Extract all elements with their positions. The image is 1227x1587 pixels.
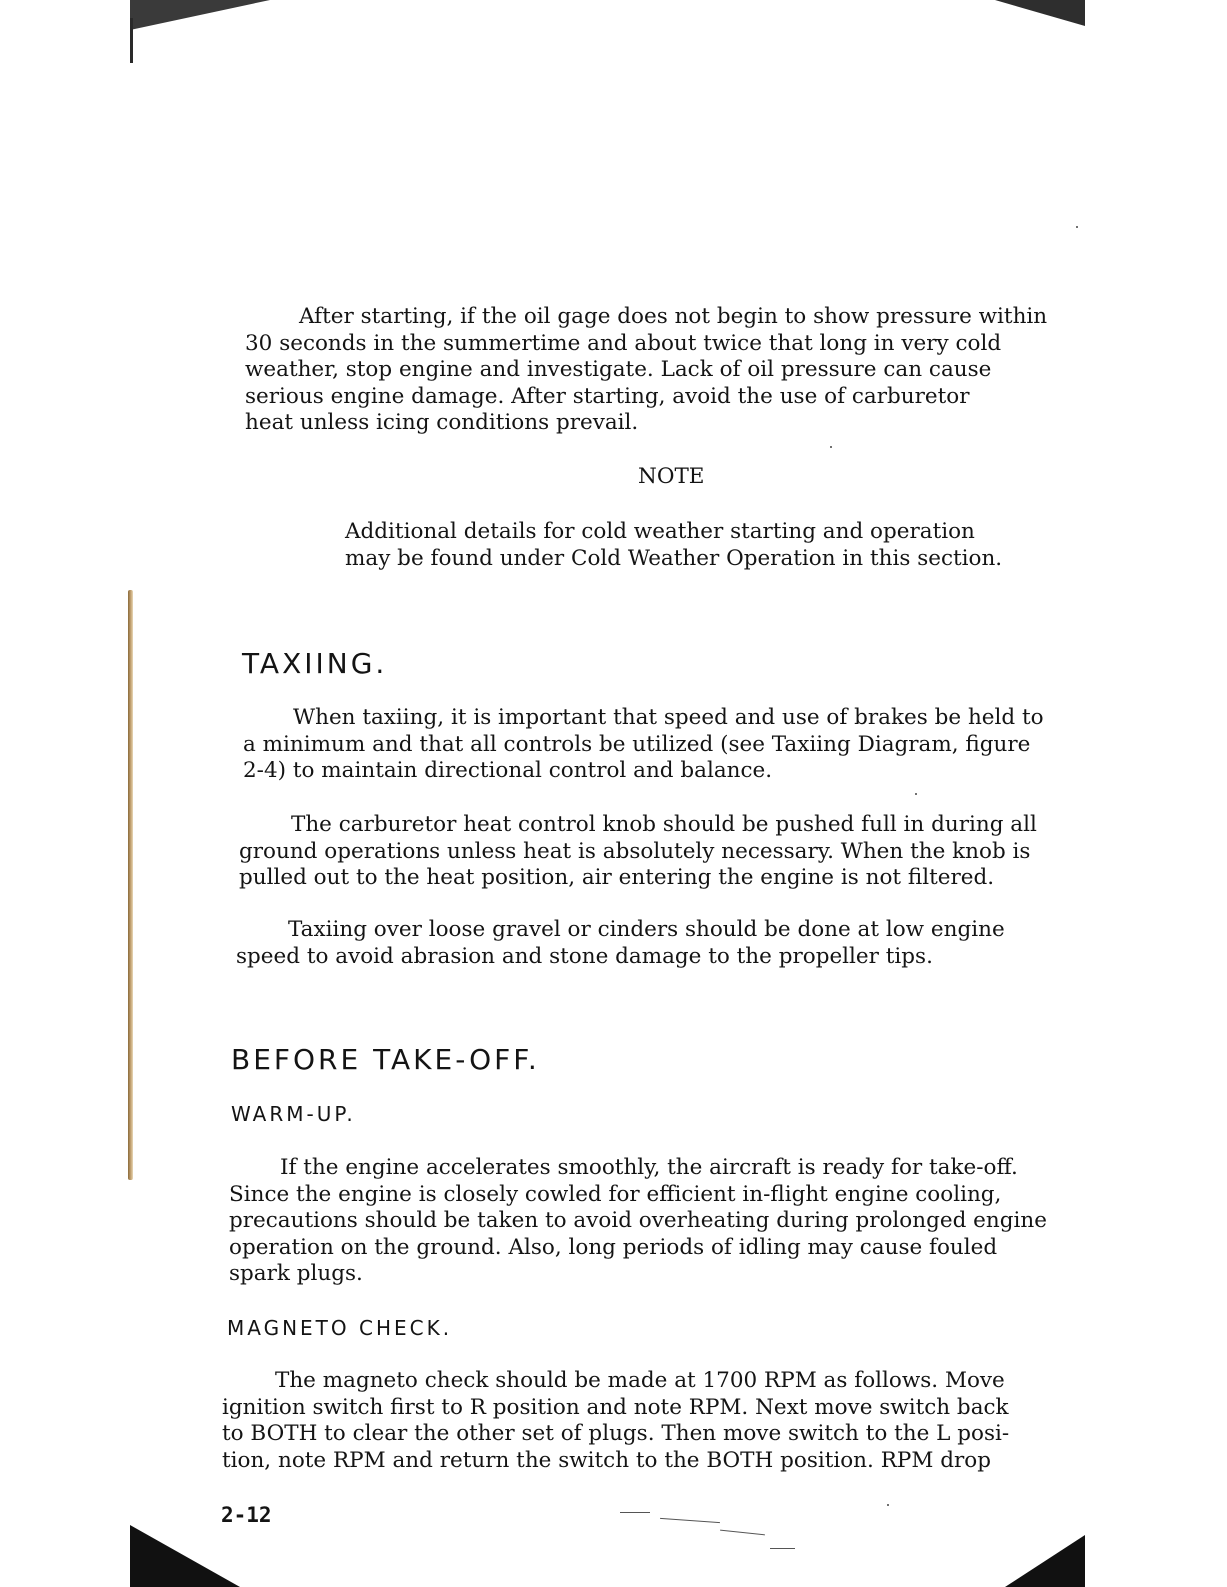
note-label: NOTE <box>638 464 705 489</box>
paragraph-line: pulled out to the heat position, air entering the engine is not filtered. <box>239 865 995 890</box>
paragraph-line: a minimum and that all controls be utilized (see Taxiing Diagram, figure <box>243 731 1031 757</box>
page-corner-top-right <box>995 0 1085 26</box>
warmup-heading: WARM-UP. <box>231 1102 356 1126</box>
oil-pressure-paragraph <box>245 304 1047 437</box>
paragraph-line: After starting, if the oil gage does not begin to show pressure within <box>299 304 1048 329</box>
magneto-paragraph <box>222 1368 1009 1474</box>
page-number: 2-12 <box>221 1503 272 1527</box>
paragraph-line: tion, note RPM and return the switch to the BOTH position. RPM drop <box>222 1447 991 1473</box>
scan-margin-left <box>0 0 130 1587</box>
paragraph-line: 30 seconds in the summertime and about twice that long in very cold <box>245 330 1002 356</box>
paragraph-line: The magneto check should be made at 1700 RPM as follows. Move <box>275 1368 1005 1393</box>
note-text <box>345 519 1002 572</box>
paragraph-line: Since the engine is closely cowled for efficient in-flight engine cooling, <box>229 1181 1002 1207</box>
paragraph-line: precautions should be taken to avoid overheating during prolonged engine <box>229 1208 1047 1233</box>
scan-speck <box>830 446 832 448</box>
before-takeoff-heading: BEFORE TAKE-OFF. <box>231 1043 540 1076</box>
taxiing-heading: TAXIING. <box>242 647 388 680</box>
scan-speck <box>915 793 917 795</box>
paragraph-line: speed to avoid abrasion and stone damage to the propeller tips. <box>236 943 933 969</box>
note-line: may be found under Cold Weather Operation in this section. <box>345 545 1003 571</box>
note-line: Additional details for cold weather starting and operation <box>345 519 975 544</box>
paragraph-line: 2-4) to maintain directional control and balance. <box>243 758 773 783</box>
paragraph-line: Taxiing over loose gravel or cinders should be done at low engine <box>288 917 1005 942</box>
paragraph-line: ground operations unless heat is absolutely necessary. When the knob is <box>239 838 1031 864</box>
scan-margin-right <box>1084 0 1227 1587</box>
page-corner-bottom-right <box>1005 1535 1085 1587</box>
page-corner-top-left <box>130 0 270 30</box>
warmup-paragraph <box>229 1155 1047 1288</box>
paragraph-line: ignition switch first to R position and note RPM. Next move switch back <box>222 1394 1009 1420</box>
scan-scuff <box>660 1518 720 1523</box>
paragraph-line: weather, stop engine and investigate. Lack of oil pressure can cause <box>245 357 992 382</box>
paragraph-line: heat unless icing conditions prevail. <box>245 410 639 435</box>
paragraph-line: When taxiing, it is important that speed and use of brakes be held to <box>293 705 1044 730</box>
taxiing-paragraph-2 <box>239 812 1037 892</box>
magneto-check-heading: MAGNETO CHECK. <box>227 1316 453 1340</box>
paragraph-line: operation on the ground. Also, long periods of idling may cause fouled <box>229 1234 998 1260</box>
page-corner-edge <box>130 18 133 63</box>
taxiing-paragraph-3 <box>236 917 1005 970</box>
scan-scuff <box>770 1548 795 1549</box>
scan-scuff <box>720 1530 765 1536</box>
binding-edge <box>128 590 133 1180</box>
page-corner-bottom-left <box>130 1525 240 1587</box>
paragraph-line: to BOTH to clear the other set of plugs. Then move switch to the L posi- <box>222 1421 1010 1446</box>
scan-scuff <box>620 1512 650 1513</box>
taxiing-paragraph-1 <box>243 705 1044 785</box>
scan-speck <box>1076 226 1078 228</box>
paragraph-line: If the engine accelerates smoothly, the aircraft is ready for take-off. <box>280 1155 1018 1180</box>
paragraph-line: serious engine damage. After starting, avoid the use of carburetor <box>245 383 970 409</box>
scan-speck <box>887 1504 889 1506</box>
paragraph-line: The carburetor heat control knob should be pushed full in during all <box>291 812 1037 837</box>
paragraph-line: spark plugs. <box>229 1261 363 1286</box>
document-page <box>130 0 1084 1587</box>
